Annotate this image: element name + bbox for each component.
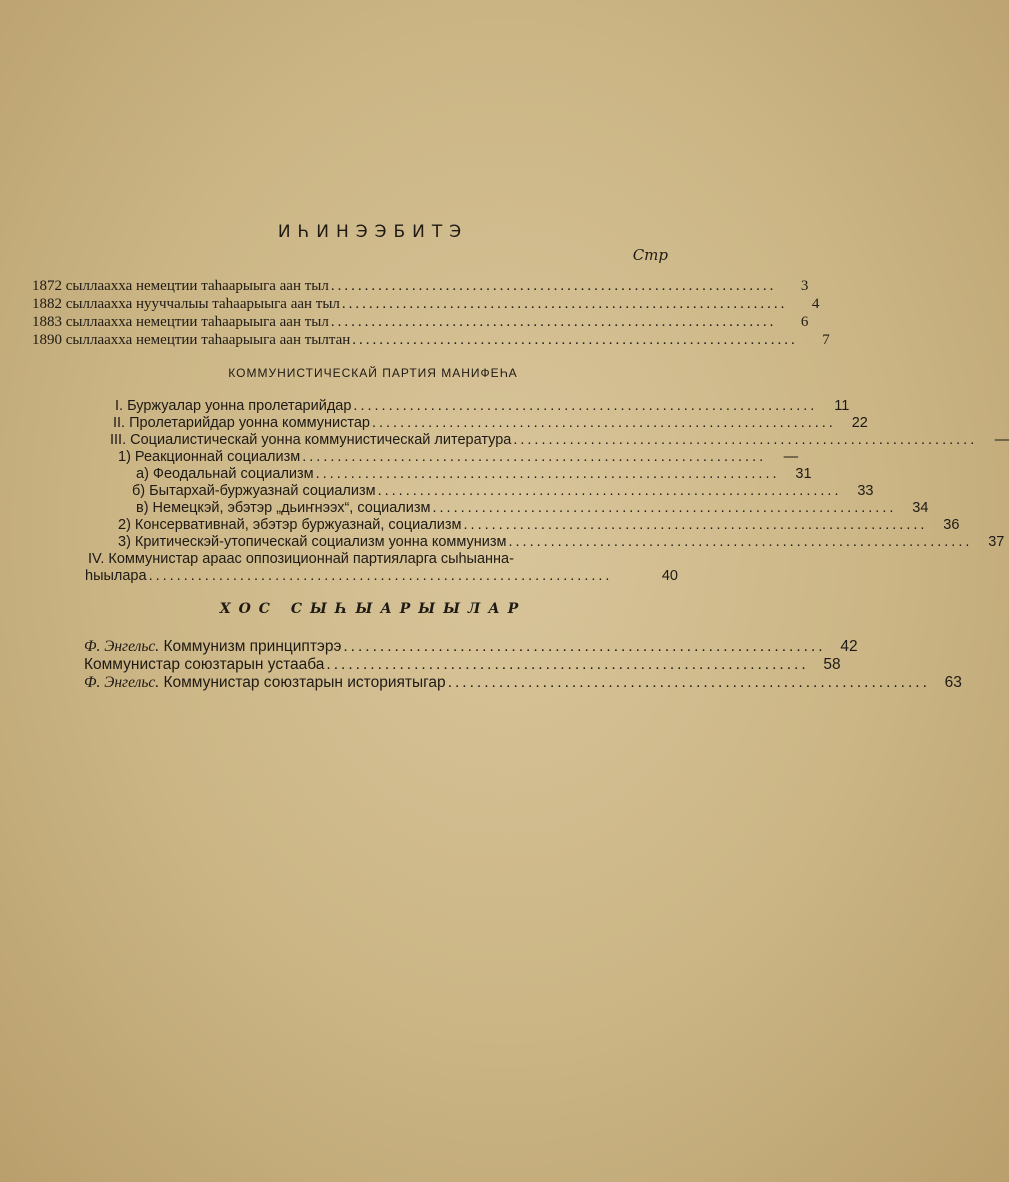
- toc-entry-german-socialism[interactable]: в) Немецкэй, эбэтэр „дьиҥнээх“, социализм .................................................................. 34: [136, 500, 929, 516]
- author-name: Ф. Энгельс.: [84, 674, 160, 691]
- toc-entry-section-1[interactable]: I. Буржуалар уонна пролетарийдар .................................................................. 11: [115, 398, 850, 414]
- toc-entry-section-3[interactable]: III. Социалистическай уонна коммунистическай литература .................................................................. —: [110, 432, 1009, 448]
- toc-entry-reactionary-socialism[interactable]: 1) Реакционнай социализм .................................................................. —: [118, 449, 799, 465]
- toc-entry-section-2[interactable]: II. Пролетарийдар уонна коммунистар .................................................................. 22: [113, 415, 868, 431]
- toc-entry-feudal-socialism[interactable]: а) Феодальнай социализм .................................................................. 31: [136, 466, 812, 482]
- toc-entry-preface-1890[interactable]: 1890 сыллаахха немецтии таһаарыыга аан тылтан .................................................................. 7: [32, 332, 830, 348]
- toc-entry-league-statutes[interactable]: Коммунистар союзтарын устааба .................................................................. 58: [84, 656, 841, 673]
- manifesto-heading: КОММУНИСТИЧЕСКАЙ ПАРТИЯ МАНИФЕҺА: [228, 366, 518, 380]
- toc-entry-preface-1872[interactable]: 1872 сыллаахха немецтии таһаарыыга аан тыл .................................................................. 3: [32, 278, 809, 294]
- toc-entry-critical-utopian-socialism[interactable]: 3) Критическэй-утопическай социализм уонна коммунизм .................................................................. 37: [118, 534, 1005, 550]
- toc-entry-section-4-continued[interactable]: һыылара .................................................................. 40: [85, 568, 678, 584]
- toc-entry-preface-1882[interactable]: 1882 сыллаахха нууччалыы таһаарыыга аан тыл .................................................................. 4: [32, 296, 820, 312]
- toc-entry-conservative-socialism[interactable]: 2) Консервативнай, эбэтэр буржуазнай, социализм .................................................................. 36: [118, 517, 960, 533]
- page-column-label: Стр: [632, 246, 668, 264]
- author-name: Ф. Энгельс.: [84, 638, 160, 655]
- toc-entry-engels-principles[interactable]: Ф. Энгельс. Коммунизм принциптэрэ .................................................................. 42: [84, 638, 858, 655]
- appendix-heading: ХОС СЫҺЫАРЫЫЛАР: [219, 601, 527, 617]
- toc-entry-section-4[interactable]: IV. Коммунистар араас оппозиционнай партияларга сыһыанна-: [88, 551, 514, 567]
- toc-entry-petty-bourgeois-socialism[interactable]: б) Бытархай-буржуазнай социализм .................................................................. 33: [132, 483, 874, 499]
- toc-entry-preface-1883[interactable]: 1883 сыллаахха немецтии таһаарыыга аан тыл .................................................................. 6: [32, 314, 809, 330]
- toc-title: ИҺИНЭЭБИТЭ: [277, 222, 469, 242]
- toc-entry-engels-league-history[interactable]: Ф. Энгельс. Коммунистар союзтарын историятыгар .................................................................. 63: [84, 674, 962, 691]
